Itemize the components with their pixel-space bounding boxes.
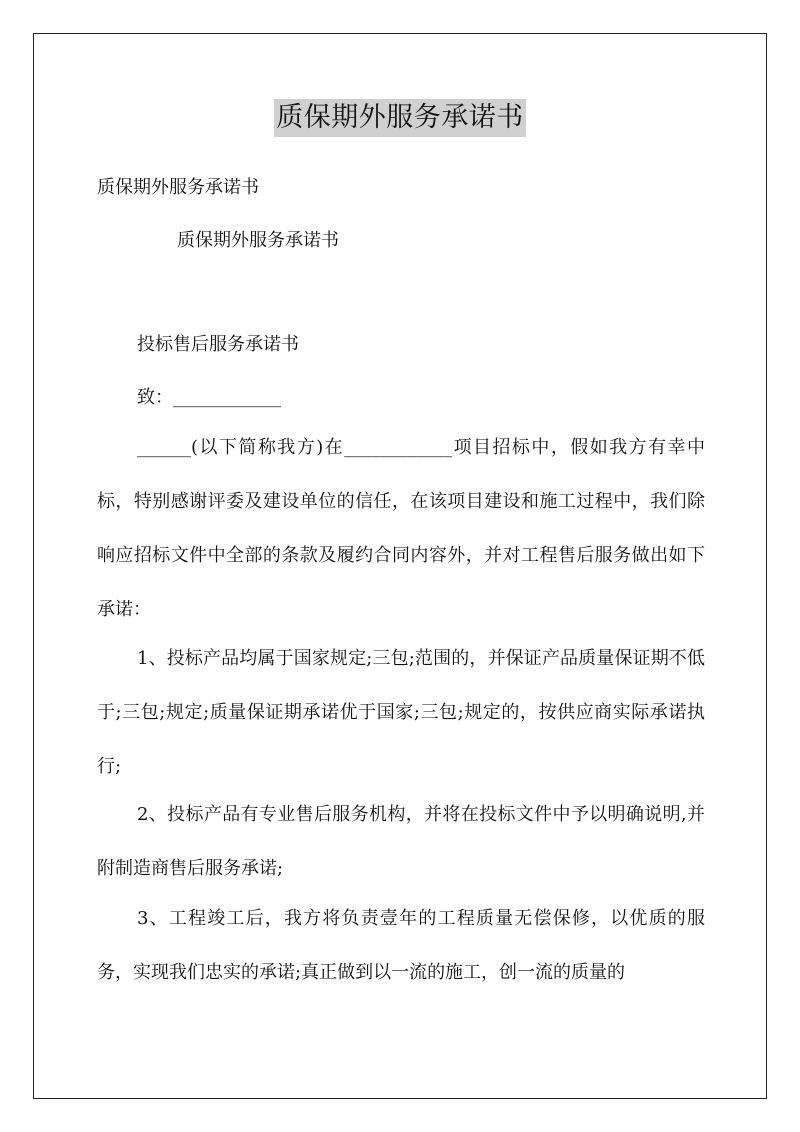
title-container (0, 99, 800, 137)
section-heading: 投标售后服务承诺书 (137, 334, 299, 355)
subtitle-left: 质保期外服务承诺书 (97, 177, 259, 198)
paragraph-item-3: 3、工程竣工后，我方将负责壹年的工程质量无偿保修，以优质的服务，实现我们忠实的承诺;真正做到以一流的施工，创一流的质量的 (97, 908, 705, 983)
paragraph-intro: ______(以下简称我方)在____________项目招标中，假如我方有幸中标，特别感谢评委及建设单位的信任，在该项目建设和施工过程中，我们除响应招标文件中全部的条款及履约合同内容外，并对工程售后服务做出如下承诺： (97, 437, 705, 620)
paragraph-item-1: 1、投标产品均属于国家规定;三包;范围的，并保证产品质量保证期不低于;三包;规定;质量保证期承诺优于国家;三包;规定的，按供应商实际承诺执行; (97, 648, 705, 777)
subtitle-indented: 质保期外服务承诺书 (177, 230, 339, 251)
document-title: 质保期外服务承诺书 (274, 99, 526, 137)
paragraph-item-2: 2、投标产品有专业售后服务机构，并将在投标文件中予以明确说明,并附制造商售后服务承诺; (97, 804, 705, 879)
salutation: 致：____________ (137, 387, 281, 408)
